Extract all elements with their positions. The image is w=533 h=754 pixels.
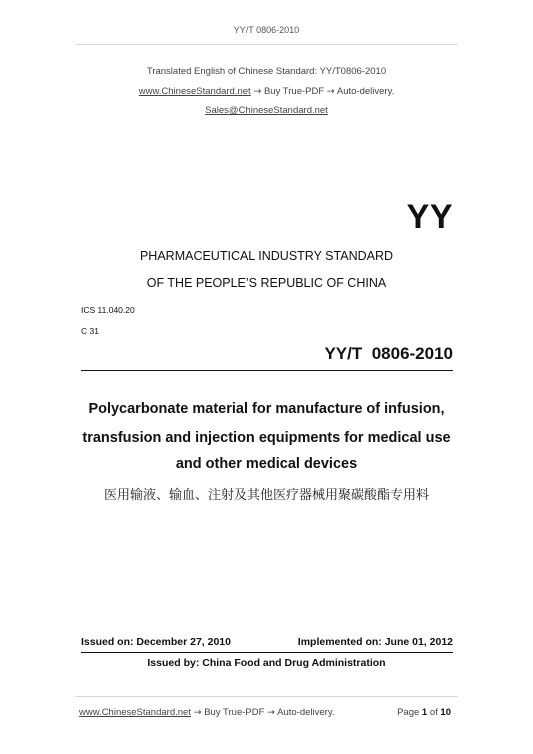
title-chinese: 医用输液、输血、注射及其他医疗器械用聚碳酸酯专用料 [103, 488, 429, 503]
sales-email-link[interactable]: Sales@ChineseStandard.net [205, 105, 328, 116]
header-divider [75, 44, 458, 45]
implemented-date: Implemented on: June 01, 2012 [297, 636, 453, 648]
issue-divider [81, 652, 453, 653]
purchase-line [0, 86, 533, 97]
site-link[interactable]: www.ChineseStandard.net [138, 86, 251, 97]
standard-category-line2: OF THE PEOPLE’S REPUBLIC OF CHINA [146, 276, 387, 290]
page-label: Page [397, 707, 420, 718]
standard-category-line1: PHARMACEUTICAL INDUSTRY STANDARD [139, 249, 394, 263]
standard-logo: YY [406, 198, 453, 236]
title-line-2: transfusion and injection equipments for medical use [82, 430, 451, 446]
arrow-icon: → [193, 707, 202, 718]
arrow-icon: → [267, 707, 276, 718]
page-indicator [397, 707, 451, 718]
title-line-1: Polycarbonate material for manufacture of infusion, [88, 401, 445, 417]
running-header: YY/T 0806-2010 [233, 25, 300, 35]
arrow-icon: → [253, 86, 262, 97]
issued-date: Issued on: December 27, 2010 [81, 636, 231, 648]
page-of: of [429, 707, 438, 718]
page-total: 10 [440, 707, 451, 718]
footer-buy-text: Buy True-PDF [204, 707, 265, 718]
footer-divider [75, 696, 458, 697]
sales-line [0, 105, 533, 116]
page-current: 1 [421, 707, 428, 718]
footer-purchase-line [79, 707, 335, 718]
footer-delivery-text: Auto-delivery. [277, 707, 335, 718]
title-line-3: and other medical devices [175, 456, 358, 472]
arrow-icon: → [326, 86, 335, 97]
ics-code: ICS 11.040.20 [81, 305, 135, 315]
delivery-text: Auto-delivery. [336, 86, 395, 97]
footer-site-link[interactable]: www.ChineseStandard.net [79, 707, 191, 718]
standard-number: YY/T 0806-2010 [324, 344, 453, 363]
issuing-authority: Issued by: China Food and Drug Administration [147, 657, 386, 669]
buy-text: Buy True-PDF [263, 86, 325, 97]
ccs-code: C 31 [81, 326, 99, 336]
title-divider [81, 370, 453, 371]
translation-notice: Translated English of Chinese Standard: YY/T0806-2010 [146, 66, 387, 77]
